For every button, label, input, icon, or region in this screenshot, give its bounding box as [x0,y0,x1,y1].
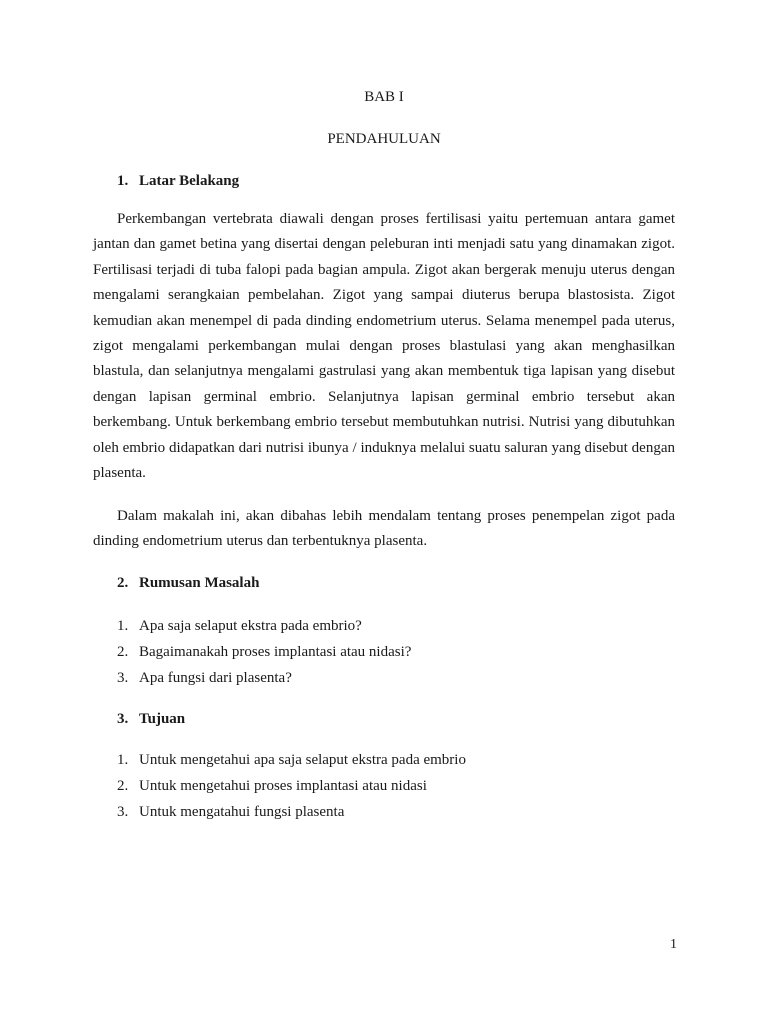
section-number: 2. [117,575,129,591]
list-item-number: 2. [117,778,129,794]
problem-list [117,613,411,691]
list-item-text: Apa fungsi dari plasenta? [139,670,292,686]
section-title: Latar Belakang [139,173,240,189]
list-item-number: 1. [117,752,129,768]
body-paragraph: Dalam makalah ini, akan dibahas lebih mendalam tentang proses penempelan zigot pada dinding endometrium uterus dan terbentuknya plasenta. [93,508,675,550]
list-item-number: 3. [117,670,129,686]
section-number: 3. [117,711,129,727]
body-paragraph: Perkembangan vertebrata diawali dengan proses fertilisasi yaitu pertemuan antara gamet jantan dan gamet betina yang disertai dengan peleburan inti menjadi satu yang dinamakan zigot. Fertilisasi terjadi di tuba falopi pada bagian ampula. Zigot akan bergerak menuju uterus dengan mengalami serangkaian pembelahan. Zigot yang sampai diuterus berupa blastosista. Zigot kemudian akan menempel di pada dinding endometrium uterus. Selama menempel pada uterus, zigot mengalami perkembangan mulai dengan proses blastulasi yang akan menghasilkan blastula, dan selanjutnya mengalami gastrulasi yang akan membentuk tiga lapisan yang disebut dengan lapisan germinal embrio. Selanjutnya lapisan germinal embrio tersebut akan berkembang. Untuk berkembang embrio tersebut membutuhkan nutrisi. Nutrisi yang dibutuhkan oleh embrio didapatkan dari nutrisi ibunya / induknya melalui suatu saluran yang disebut dengan plasenta. [93,211,675,482]
section-heading-latar-belakang [117,172,239,190]
list-item-number: 2. [117,644,129,660]
list-item-text: Untuk mengetahui proses implantasi atau nidasi [139,778,427,794]
list-item [117,747,466,773]
page-number: 1 [670,937,677,952]
section-heading-tujuan [117,710,185,728]
list-item [117,799,466,825]
objective-list [117,747,466,825]
section-title: Rumusan Masalah [139,575,260,591]
list-item-text: Apa saja selaput ekstra pada embrio? [139,618,362,634]
list-item [117,665,411,691]
list-item [117,639,411,665]
chapter-number: BAB I [364,89,404,105]
list-item [117,613,411,639]
list-item-number: 3. [117,804,129,820]
list-item [117,773,466,799]
list-item-text: Bagaimanakah proses implantasi atau nidasi? [139,644,412,660]
section-number: 1. [117,173,129,189]
list-item-number: 1. [117,618,129,634]
section-title: Tujuan [139,711,186,727]
chapter-title: PENDAHULUAN [327,131,441,147]
section-heading-rumusan-masalah [117,574,259,592]
list-item-text: Untuk mengetahui apa saja selaput ekstra pada embrio [139,752,466,768]
list-item-text: Untuk mengatahui fungsi plasenta [139,804,345,820]
